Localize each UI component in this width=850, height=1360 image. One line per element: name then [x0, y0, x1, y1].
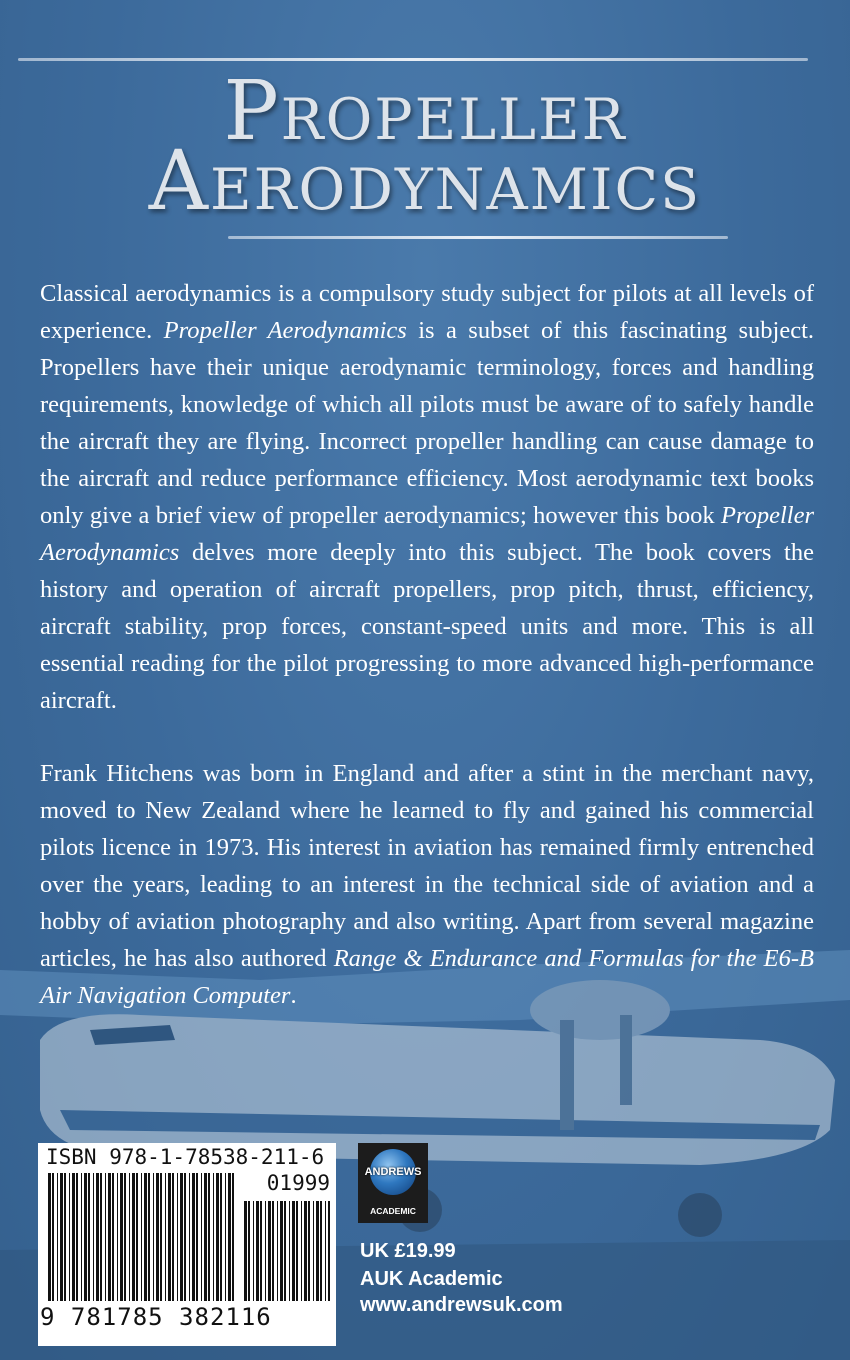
publisher-name: AUK Academic: [360, 1268, 503, 1290]
isbn-label: ISBN 978-1-78538-211-6: [46, 1145, 325, 1169]
text-run: Classical aerodynamics is a compulsory study subject for pilots at all levels of experience.: [40, 280, 814, 344]
author-bio: [40, 755, 814, 1014]
isbn-barcode: [38, 1143, 336, 1346]
italic-title-run: Propeller Aerodynamics: [163, 317, 407, 344]
logo-subtitle: ACADEMIC: [370, 1206, 416, 1216]
text-run: Frank Hitchens was born in England and after a stint in the merchant navy, moved to New Zealand where he learned to fly and gained his commercial pilots licence in 1973. His interest in aviation has remained firmly entrenched over the years, leading to an interest in the technical side of aviation and a hobby of aviation photography and also writing. Apart from several magazine articles, he has also authored: [40, 760, 814, 972]
text-run: .: [290, 982, 297, 1009]
logo-name: ANDREWS: [364, 1166, 422, 1178]
barcode-addon-bars: [244, 1201, 330, 1301]
publisher-url: www.andrewsuk.com: [360, 1294, 563, 1316]
andrews-academic-logo: [358, 1143, 428, 1223]
barcode-digits: 9 781785 382116: [40, 1303, 272, 1331]
title-bottom-rule: [228, 236, 728, 239]
title-line-1: Propeller: [223, 64, 627, 159]
title-line-2: Aerodynamics: [148, 134, 702, 229]
italic-title-run: Propeller Aerodynamics: [40, 502, 814, 566]
book-description: [40, 275, 814, 719]
barcode-bars: [48, 1173, 236, 1301]
text-run: delves more deeply into this subject. The book covers the history and operation of aircraft propellers, prop pitch, thrust, efficiency, aircraft stability, prop forces, constant-speed units and more. This is all essential reading for the pilot progressing to more advanced high-performance aircraft.: [40, 539, 814, 714]
text-run: is a subset of this fascinating subject. Propellers have their unique aerodynamic terminology, forces and handling requirements, knowledge of which all pilots must be aware of to safely handle the aircraft they are flying. Incorrect propeller handling can cause damage to the aircraft and reduce performance efficiency. Most aerodynamic text books only give a brief view of propeller aerodynamics; however this book: [40, 317, 815, 529]
italic-title-run: Range & Endurance and Formulas for the E6-B Air Navigation Computer: [40, 945, 815, 1009]
price: UK £19.99: [360, 1240, 456, 1262]
barcode-price-code: 01999: [266, 1171, 330, 1195]
title-top-rule: [18, 58, 808, 61]
